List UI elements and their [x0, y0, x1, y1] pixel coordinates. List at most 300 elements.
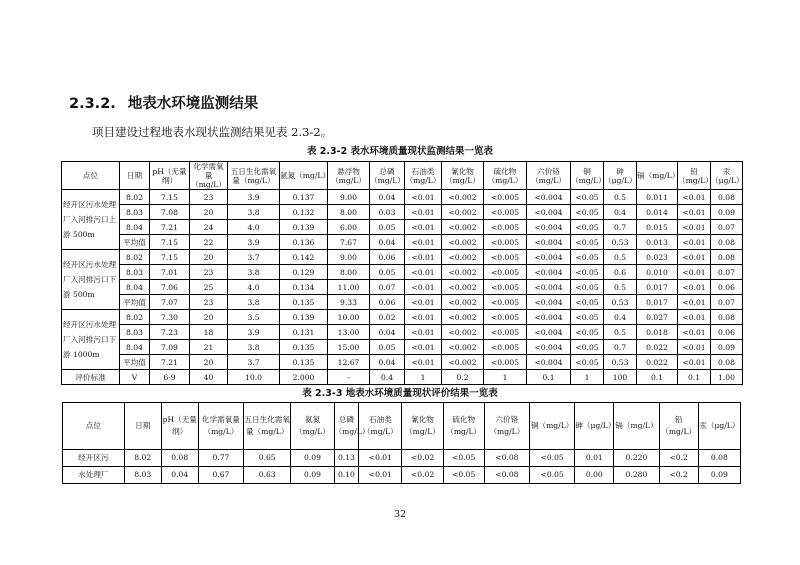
data-cell: <0.002 [442, 250, 484, 265]
data-cell: <0.01 [678, 220, 711, 235]
data-cell: 0.013 [637, 235, 678, 250]
table-row [62, 325, 743, 340]
data-cell: <0.08 [484, 450, 529, 467]
data-cell: 平均值 [120, 355, 150, 370]
data-cell: <0.004 [527, 280, 571, 295]
monitoring-results-table [61, 161, 743, 385]
data-cell: 0.08 [698, 450, 740, 467]
data-cell: 0.5 [604, 280, 637, 295]
data-cell: 9.00 [328, 250, 370, 265]
column-header: 铜（mg/L） [571, 162, 604, 190]
data-cell: 0.53 [604, 295, 637, 310]
data-cell: 8.00 [328, 265, 370, 280]
column-header: 总磷（mg/L） [334, 403, 359, 450]
data-cell: 经开区污 [63, 450, 125, 467]
column-header: pH（无量纲） [150, 162, 190, 190]
data-cell: <0.01 [405, 355, 442, 370]
standard-cell: V [120, 370, 150, 385]
data-cell: 3.8 [228, 265, 280, 280]
data-cell: 0.53 [604, 235, 637, 250]
column-header: 汞（μg/L） [698, 403, 740, 450]
column-header: 石油类（mg/L） [405, 162, 442, 190]
data-cell: 0.65 [244, 450, 291, 467]
data-cell: <0.05 [571, 280, 604, 295]
data-cell: <0.005 [484, 280, 527, 295]
data-cell: 0.04 [370, 355, 405, 370]
data-cell: 9.00 [328, 190, 370, 205]
data-cell: <0.002 [442, 340, 484, 355]
column-header: 镉（mg/L） [637, 162, 678, 190]
table-row [62, 205, 743, 220]
data-cell: 3.9 [228, 325, 280, 340]
standard-row [62, 370, 743, 385]
data-cell: 0.018 [637, 325, 678, 340]
column-header: 化学需氧量（mg/L） [198, 403, 243, 450]
table1-caption: 表 2.3-2 表水环境质量现状监测结果一览表 [307, 146, 493, 157]
column-header: 点位 [62, 162, 120, 190]
data-cell: 8.02 [120, 190, 150, 205]
data-cell: 20 [190, 310, 228, 325]
data-cell: <0.005 [484, 340, 527, 355]
data-cell: 24 [190, 220, 228, 235]
table-row [62, 250, 743, 265]
standard-cell: 100 [604, 370, 637, 385]
data-cell: 0.09 [711, 205, 743, 220]
data-cell: 0.142 [280, 250, 328, 265]
data-cell: 7.30 [150, 310, 190, 325]
data-cell: 0.5 [604, 250, 637, 265]
data-cell: 7.07 [150, 295, 190, 310]
data-cell: <0.002 [442, 355, 484, 370]
column-header: 五日生化需氧量（mg/L） [228, 162, 280, 190]
data-cell: <0.01 [678, 190, 711, 205]
data-cell: 0.02 [370, 310, 405, 325]
section-number: 2.3.2. [69, 96, 116, 112]
data-cell: 0.09 [711, 340, 743, 355]
site-cell: 经开区污水处理厂入河排污口下游 500m [62, 250, 120, 310]
data-cell: 0.015 [637, 220, 678, 235]
data-cell: 0.08 [161, 450, 198, 467]
data-cell: <0.08 [484, 467, 529, 484]
data-cell: 0.017 [637, 295, 678, 310]
table-row [62, 220, 743, 235]
data-cell: 0.13 [334, 450, 359, 467]
column-header: 点位 [63, 403, 125, 450]
data-cell: 0.05 [370, 220, 405, 235]
data-cell: 0.06 [711, 280, 743, 295]
data-cell: 8.02 [120, 310, 150, 325]
data-cell: 20 [190, 355, 228, 370]
data-cell: <0.005 [484, 235, 527, 250]
data-cell: 0.08 [711, 235, 743, 250]
data-cell: 8.04 [120, 280, 150, 295]
data-cell: 0.09 [291, 467, 334, 484]
standard-cell: 1 [571, 370, 604, 385]
data-cell: 0.027 [637, 310, 678, 325]
data-cell: 0.06 [370, 295, 405, 310]
standard-cell: 40 [190, 370, 228, 385]
data-cell: 8.04 [120, 220, 150, 235]
column-header: 铅（mg/L） [678, 162, 711, 190]
column-header: 化学需氧量（mg/L） [191, 162, 226, 190]
column-header: 砷（μg/L） [575, 403, 614, 450]
data-cell: 0.5 [604, 190, 637, 205]
data-cell: 3.7 [228, 250, 280, 265]
data-cell: 0.03 [370, 205, 405, 220]
data-cell: 0.06 [711, 325, 743, 340]
data-cell: 0.135 [280, 295, 328, 310]
data-cell: 3.8 [228, 205, 280, 220]
standard-cell: 10.0 [228, 370, 280, 385]
table-row [63, 450, 741, 467]
data-cell: 8.02 [124, 450, 161, 467]
column-header: 硫化物（mg/L） [443, 403, 484, 450]
column-header: 氰化物（mg/L） [442, 162, 484, 190]
column-header: 镉（mg/L） [614, 403, 659, 450]
data-cell: <0.05 [571, 205, 604, 220]
data-cell: 0.010 [637, 265, 678, 280]
data-cell: <0.004 [527, 190, 571, 205]
standard-cell: 1.00 [711, 370, 743, 385]
table-row [62, 280, 743, 295]
data-cell: <0.01 [405, 205, 442, 220]
table2-caption: 表 2.3-3 地表水环境质量现状评价结果一览表 [302, 388, 498, 399]
data-cell: 0.132 [280, 205, 328, 220]
data-cell: <0.01 [678, 235, 711, 250]
data-cell: 8.03 [120, 265, 150, 280]
data-cell: 平均值 [120, 295, 150, 310]
data-cell: 0.5 [604, 325, 637, 340]
data-cell: 0.04 [370, 190, 405, 205]
data-cell: 4.0 [228, 220, 280, 235]
data-cell: 0.280 [614, 467, 659, 484]
data-cell: 18 [190, 325, 228, 340]
data-cell: <0.005 [484, 250, 527, 265]
table-row [62, 340, 743, 355]
data-cell: 8.03 [124, 467, 161, 484]
standard-cell: 1 [405, 370, 442, 385]
data-cell: 8.04 [120, 340, 150, 355]
data-cell: 0.139 [280, 220, 328, 235]
column-header: 日期 [124, 403, 161, 450]
data-cell: <0.002 [442, 295, 484, 310]
data-cell: <0.004 [527, 340, 571, 355]
data-cell: 0.4 [604, 205, 637, 220]
data-cell: 11.00 [328, 280, 370, 295]
data-cell: 10.00 [328, 310, 370, 325]
standard-cell: 0.1 [637, 370, 678, 385]
data-cell: <0.01 [405, 340, 442, 355]
data-cell: 0.01 [575, 450, 614, 467]
data-cell: 水处理厂 [63, 467, 125, 484]
data-cell: 23 [190, 190, 228, 205]
data-cell: <0.01 [405, 250, 442, 265]
data-cell: <0.004 [527, 265, 571, 280]
data-cell: 3.8 [228, 340, 280, 355]
data-cell: 7.08 [150, 205, 190, 220]
data-cell: <0.01 [405, 190, 442, 205]
data-cell: 0.10 [334, 467, 359, 484]
standard-cell: 0.1 [527, 370, 571, 385]
data-cell: 0.04 [161, 467, 198, 484]
data-cell: 0.08 [711, 190, 743, 205]
data-cell: 12.67 [328, 355, 370, 370]
table-row [62, 235, 743, 250]
column-header: 氨氮（mg/L） [291, 403, 334, 450]
data-cell: <0.01 [678, 295, 711, 310]
page-number: 32 [393, 509, 407, 520]
data-cell: <0.01 [678, 205, 711, 220]
data-cell: <0.004 [527, 325, 571, 340]
data-cell: <0.05 [530, 450, 575, 467]
data-cell: 0.05 [370, 340, 405, 355]
data-cell: 21 [190, 340, 228, 355]
data-cell: 0.08 [711, 250, 743, 265]
data-cell: <0.05 [571, 340, 604, 355]
standard-cell: 0.2 [442, 370, 484, 385]
data-cell: 7.23 [150, 325, 190, 340]
data-cell: 0.07 [711, 265, 743, 280]
data-cell: 0.07 [370, 280, 405, 295]
data-cell: <0.01 [678, 340, 711, 355]
data-cell: <0.004 [527, 355, 571, 370]
data-cell: <0.05 [571, 355, 604, 370]
data-cell: 0.4 [604, 310, 637, 325]
data-cell: 0.134 [280, 280, 328, 295]
data-cell: <0.002 [442, 205, 484, 220]
standard-cell: 6-9 [150, 370, 190, 385]
data-cell: 6.00 [328, 220, 370, 235]
table-row [62, 355, 743, 370]
data-cell: 23 [190, 265, 228, 280]
data-cell: <0.01 [405, 235, 442, 250]
column-header: 铅（mg/L） [659, 403, 698, 450]
standard-cell: 1 [484, 370, 527, 385]
data-cell: 7.15 [150, 190, 190, 205]
data-cell: <0.002 [442, 235, 484, 250]
data-cell: 3.9 [228, 235, 280, 250]
data-cell: <0.01 [678, 355, 711, 370]
intro-paragraph: 项目建设过程地表水现状监测结果见表 2.3-2。 [92, 125, 333, 139]
column-header: 铜（mg/L） [530, 403, 575, 450]
site-cell: 经开区污水处理厂入河排污口上游 500m [62, 190, 120, 250]
data-cell: 20 [190, 205, 228, 220]
data-cell: <0.002 [442, 190, 484, 205]
data-cell: 3.5 [228, 310, 280, 325]
table-row [62, 190, 743, 205]
data-cell: 0.77 [198, 450, 243, 467]
table-row [62, 295, 743, 310]
data-cell: 0.67 [198, 467, 243, 484]
data-cell: <0.004 [527, 310, 571, 325]
data-cell: <0.002 [442, 265, 484, 280]
data-cell: 0.6 [604, 265, 637, 280]
data-cell: 23 [190, 295, 228, 310]
data-cell: <0.005 [484, 310, 527, 325]
data-cell: <0.05 [571, 220, 604, 235]
site-cell: 经开区污水处理厂入河排污口下游 1000m [62, 310, 120, 370]
data-cell: 0.09 [291, 450, 334, 467]
data-cell: <0.01 [359, 467, 402, 484]
data-cell: 0.022 [637, 355, 678, 370]
data-cell: <0.01 [359, 450, 402, 467]
data-cell: <0.005 [484, 205, 527, 220]
data-cell: <0.02 [402, 450, 443, 467]
data-cell: 0.07 [711, 220, 743, 235]
data-cell: <0.005 [484, 220, 527, 235]
standard-cell: 评价标准 [62, 370, 120, 385]
data-cell: <0.005 [484, 325, 527, 340]
column-header: 日期 [120, 162, 150, 190]
data-cell: 7.21 [150, 220, 190, 235]
data-cell: <0.004 [527, 250, 571, 265]
data-cell: 0.135 [280, 355, 328, 370]
data-cell: <0.01 [678, 310, 711, 325]
data-cell: <0.01 [405, 265, 442, 280]
table-row [63, 467, 741, 484]
data-cell: 8.03 [120, 325, 150, 340]
data-cell: 8.00 [328, 205, 370, 220]
data-cell: <0.002 [442, 280, 484, 295]
data-cell: 25 [190, 280, 228, 295]
data-cell: 8.02 [120, 250, 150, 265]
column-header: 汞（μg/L） [711, 162, 743, 190]
standard-cell: - [328, 370, 370, 385]
data-cell: 7.09 [150, 340, 190, 355]
table-header-row [62, 162, 743, 190]
standard-cell: 0.4 [370, 370, 405, 385]
data-cell: 0.06 [370, 250, 405, 265]
data-cell: <0.01 [678, 250, 711, 265]
data-cell: 7.06 [150, 280, 190, 295]
data-cell: 3.8 [228, 295, 280, 310]
data-cell: 0.017 [637, 280, 678, 295]
data-cell: 0.137 [280, 190, 328, 205]
data-cell: 22 [190, 235, 228, 250]
data-cell: <0.02 [402, 467, 443, 484]
data-cell: <0.05 [571, 310, 604, 325]
data-cell: <0.05 [571, 235, 604, 250]
data-cell: 9.33 [328, 295, 370, 310]
data-cell: <0.002 [442, 310, 484, 325]
data-cell: <0.002 [442, 220, 484, 235]
data-cell: 7.67 [328, 235, 370, 250]
data-cell: <0.05 [443, 467, 484, 484]
column-header: 硫化物（mg/L） [484, 162, 527, 190]
table-row [62, 265, 743, 280]
data-cell: 7.15 [150, 250, 190, 265]
data-cell: 0.00 [575, 467, 614, 484]
data-cell: 3.7 [228, 355, 280, 370]
data-cell: <0.005 [484, 355, 527, 370]
data-cell: <0.005 [484, 295, 527, 310]
data-cell: <0.01 [405, 295, 442, 310]
data-cell: 3.9 [228, 190, 280, 205]
data-cell: <0.004 [527, 220, 571, 235]
column-header: 氰化物（mg/L） [402, 403, 443, 450]
data-cell: 8.03 [120, 205, 150, 220]
section-title: 地表水环境监测结果 [127, 96, 259, 112]
data-cell: <0.005 [484, 265, 527, 280]
data-cell: 0.131 [280, 325, 328, 340]
data-cell: 7.21 [150, 355, 190, 370]
data-cell: 0.136 [280, 235, 328, 250]
data-cell: 20 [190, 250, 228, 265]
data-cell: 0.014 [637, 205, 678, 220]
data-cell: 0.220 [614, 450, 659, 467]
data-cell: 0.135 [280, 340, 328, 355]
data-cell: <0.01 [678, 325, 711, 340]
data-cell: 15.00 [328, 340, 370, 355]
data-cell: <0.05 [530, 467, 575, 484]
data-cell: 0.7 [604, 340, 637, 355]
column-header: 六价铬（mg/L） [527, 162, 571, 190]
data-cell: 0.09 [698, 467, 740, 484]
column-header: pH（无量纲） [161, 403, 198, 450]
column-header: 六价铬（mg/L） [484, 403, 529, 450]
data-cell: <0.05 [571, 265, 604, 280]
data-cell: 0.011 [637, 190, 678, 205]
data-cell: <0.05 [571, 250, 604, 265]
data-cell: <0.05 [571, 325, 604, 340]
data-cell: <0.005 [484, 190, 527, 205]
section-heading [69, 92, 258, 113]
data-cell: <0.01 [405, 325, 442, 340]
data-cell: <0.05 [443, 450, 484, 467]
data-cell: <0.2 [659, 450, 698, 467]
data-cell: <0.002 [442, 325, 484, 340]
data-cell: <0.01 [678, 280, 711, 295]
data-cell: 0.07 [711, 295, 743, 310]
data-cell: <0.01 [405, 280, 442, 295]
data-cell: 0.7 [604, 220, 637, 235]
data-cell: 平均值 [120, 235, 150, 250]
data-cell: <0.01 [405, 220, 442, 235]
data-cell: 0.04 [370, 325, 405, 340]
data-cell: <0.05 [571, 295, 604, 310]
data-cell: 0.139 [280, 310, 328, 325]
data-cell: 0.63 [244, 467, 291, 484]
data-cell: <0.2 [659, 467, 698, 484]
standard-cell: 0.1 [678, 370, 711, 385]
data-cell: 0.08 [711, 355, 743, 370]
data-cell: 0.05 [370, 265, 405, 280]
data-cell: 7.01 [150, 265, 190, 280]
data-cell: <0.01 [405, 310, 442, 325]
data-cell: 0.53 [604, 355, 637, 370]
evaluation-results-table [62, 402, 741, 484]
data-cell: 0.08 [711, 310, 743, 325]
data-cell: 0.023 [637, 250, 678, 265]
data-cell: 7.15 [150, 235, 190, 250]
data-cell: <0.004 [527, 235, 571, 250]
column-header: 悬浮物（mg/L） [328, 162, 370, 190]
column-header: 氨氮（mg/L） [280, 162, 328, 190]
data-cell: 0.129 [280, 265, 328, 280]
column-header: 石油类（mg/L） [359, 403, 402, 450]
data-cell: 0.04 [370, 235, 405, 250]
column-header: 总磷（mg/L） [370, 162, 405, 190]
data-cell: 4.0 [228, 280, 280, 295]
table-header-row [63, 403, 741, 450]
standard-cell: 2.000 [280, 370, 328, 385]
column-header: 五日生化需氧量（mg/L） [244, 403, 291, 450]
data-cell: <0.004 [527, 205, 571, 220]
data-cell: <0.004 [527, 295, 571, 310]
data-cell: 0.022 [637, 340, 678, 355]
data-cell: <0.01 [678, 265, 711, 280]
data-cell: 13.00 [328, 325, 370, 340]
